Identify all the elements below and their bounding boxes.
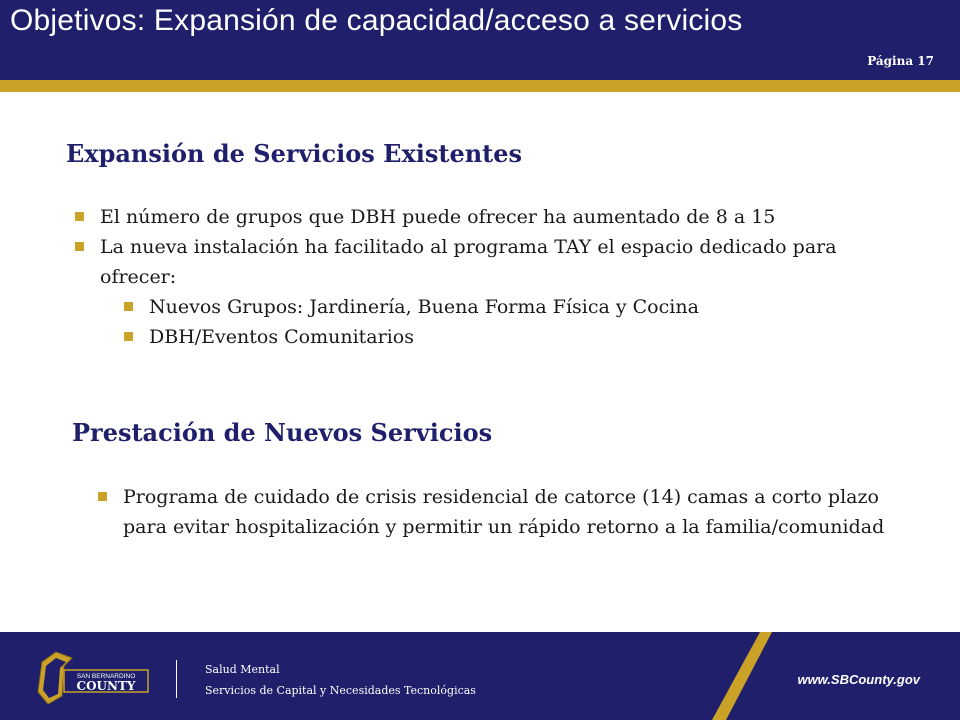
list-item [73, 322, 903, 352]
bullet-square-icon [75, 212, 84, 221]
bullet-list-existing-services [73, 202, 903, 352]
section-heading-new-services: Prestación de Nuevos Servicios [72, 418, 493, 447]
logo-text-main: COUNTY [76, 679, 136, 693]
bullet-list-new-services [96, 482, 886, 542]
bullet-square-icon [75, 242, 84, 251]
footer-divider [176, 660, 177, 698]
footer-department: Salud Mental [205, 663, 280, 676]
header-bar [0, 0, 960, 80]
list-item-text: DBH/Eventos Comunitarios [149, 326, 414, 348]
header-gold-band [0, 80, 960, 92]
bullet-square-icon [124, 302, 133, 311]
list-item [73, 202, 903, 232]
list-item [73, 232, 903, 292]
logo-text-top: SAN BERNARDINO [76, 673, 136, 680]
list-item [73, 292, 903, 322]
section-heading-existing-services: Expansión de Servicios Existentes [66, 139, 523, 168]
slide-title: Objetivos: Expansión de capacidad/acceso a servicios [10, 4, 743, 37]
page-number: Página 17 [867, 54, 934, 68]
list-item-text: Nuevos Grupos: Jardinería, Buena Forma Física y Cocina [149, 296, 699, 318]
list-item-text: La nueva instalación ha facilitado al programa TAY el espacio dedicado para ofrecer: [100, 236, 837, 288]
footer-website-link[interactable]: www.SBCounty.gov [797, 672, 920, 687]
bullet-square-icon [124, 332, 133, 341]
bullet-square-icon [98, 492, 107, 501]
county-logo [34, 648, 154, 708]
list-item [96, 482, 886, 542]
list-item-text: Programa de cuidado de crisis residencial de catorce (14) camas a corto plazo para evitar hospitalización y permitir un rápido retorno a la familia/comunidad [123, 486, 885, 538]
list-item-text: El número de grupos que DBH puede ofrecer ha aumentado de 8 a 15 [100, 206, 776, 228]
footer-subtitle: Servicios de Capital y Necesidades Tecnológicas [205, 684, 476, 697]
